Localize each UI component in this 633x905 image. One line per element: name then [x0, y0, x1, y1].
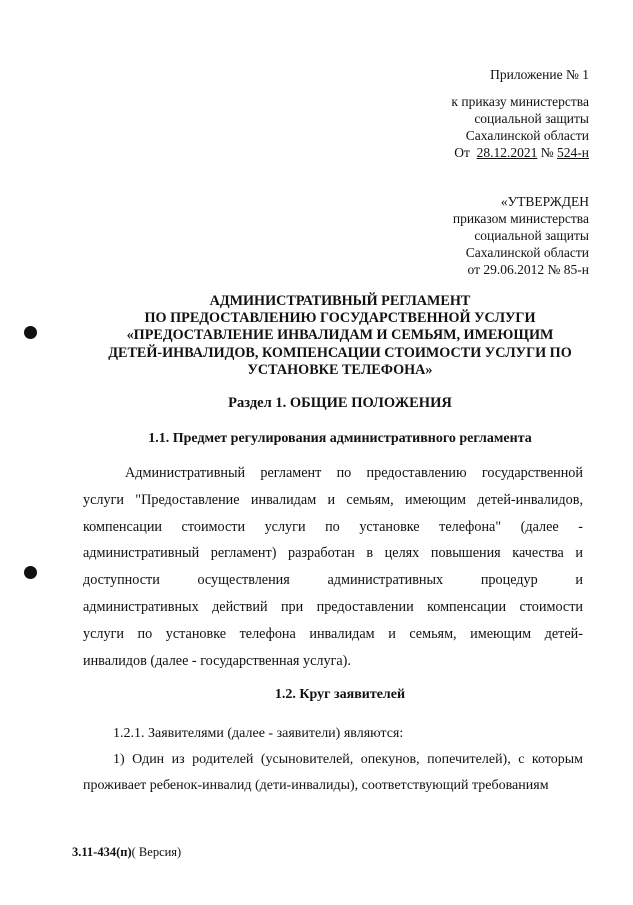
appendix-line: социальной защиты	[474, 111, 589, 126]
paragraph-line: административных действий при предоставлении компенсации стоимости	[83, 598, 583, 615]
paragraph-line: услуги "Предоставление инвалидам и семьям, имеющим детей-инвалидов,	[83, 491, 583, 508]
appendix-line: к приказу министерства	[451, 94, 589, 109]
approved-line: Сахалинской области	[465, 245, 589, 260]
paragraph-line: административный регламент) разработан в целях повышения качества и	[83, 545, 583, 562]
approved-line: от 29.06.2012 № 85-н	[467, 262, 589, 277]
section-title: Раздел 1. ОБЩИЕ ПОЛОЖЕНИЯ	[228, 395, 452, 411]
punch-hole-mark	[24, 326, 37, 339]
paragraph-line: инвалидов (далее - государственная услуга).	[83, 652, 351, 669]
document-title	[70, 293, 610, 379]
footer	[72, 845, 181, 860]
subsection-title: 1.1. Предмет регулирования административного регламента	[148, 431, 532, 446]
appendix-line: Сахалинской области	[465, 128, 589, 143]
punch-hole-mark	[24, 566, 37, 579]
paragraph-line: Административный регламент по предоставлению государственной	[125, 465, 583, 481]
approved-line: «УТВЕРЖДЕН	[500, 194, 589, 209]
date-prefix: От	[454, 145, 470, 160]
clause-text: 1) Один из родителей (усыновителей, опекунов, попечителей), с которым	[113, 752, 583, 767]
clause-text: 1.2.1. Заявителями (далее - заявители) являются:	[113, 726, 404, 741]
approved-line: приказом министерства	[452, 211, 589, 226]
appendix-header	[451, 66, 589, 161]
title-line: ДЕТЕЙ-ИНВАЛИДОВ, КОМПЕНСАЦИИ СТОИМОСТИ УСЛУГИ ПО	[108, 344, 572, 361]
paragraph-line: доступности осуществления административных процедур и	[83, 572, 583, 589]
title-line: ПО ПРЕДОСТАВЛЕНИЮ ГОСУДАРСТВЕННОЙ УСЛУГИ	[144, 310, 536, 327]
clause-text: проживает ребенок-инвалид (дети-инвалиды), соответствующий требованиям	[83, 778, 549, 793]
order-date: 28.12.2021	[476, 145, 538, 160]
appendix-date-line	[451, 144, 589, 161]
title-line: АДМИНИСТРАТИВНЫЙ РЕГЛАМЕНТ	[209, 293, 471, 309]
subsection-title: 1.2. Круг заявителей	[274, 687, 406, 702]
paragraph	[83, 460, 583, 674]
title-line: УСТАНОВКЕ ТЕЛЕФОНА»	[247, 361, 433, 378]
appendix-title: Приложение № 1	[490, 67, 589, 82]
approved-line: социальной защиты	[474, 228, 589, 243]
paragraph-line: услуги по установке телефона инвалидам и семьям, имеющим детей-	[83, 625, 583, 642]
number-prefix: №	[540, 145, 554, 160]
document-code: 3.11-434(п)	[72, 845, 132, 859]
order-number: 524-н	[557, 145, 589, 160]
approved-header	[453, 193, 589, 278]
title-line: «ПРЕДОСТАВЛЕНИЕ ИНВАЛИДАМ И СЕМЬЯМ, ИМЕЮЩИМ	[126, 327, 554, 344]
document-version: ( Версия)	[131, 845, 182, 859]
paragraph-line: компенсации стоимости услуги по установке телефона" (далее -	[83, 518, 583, 535]
